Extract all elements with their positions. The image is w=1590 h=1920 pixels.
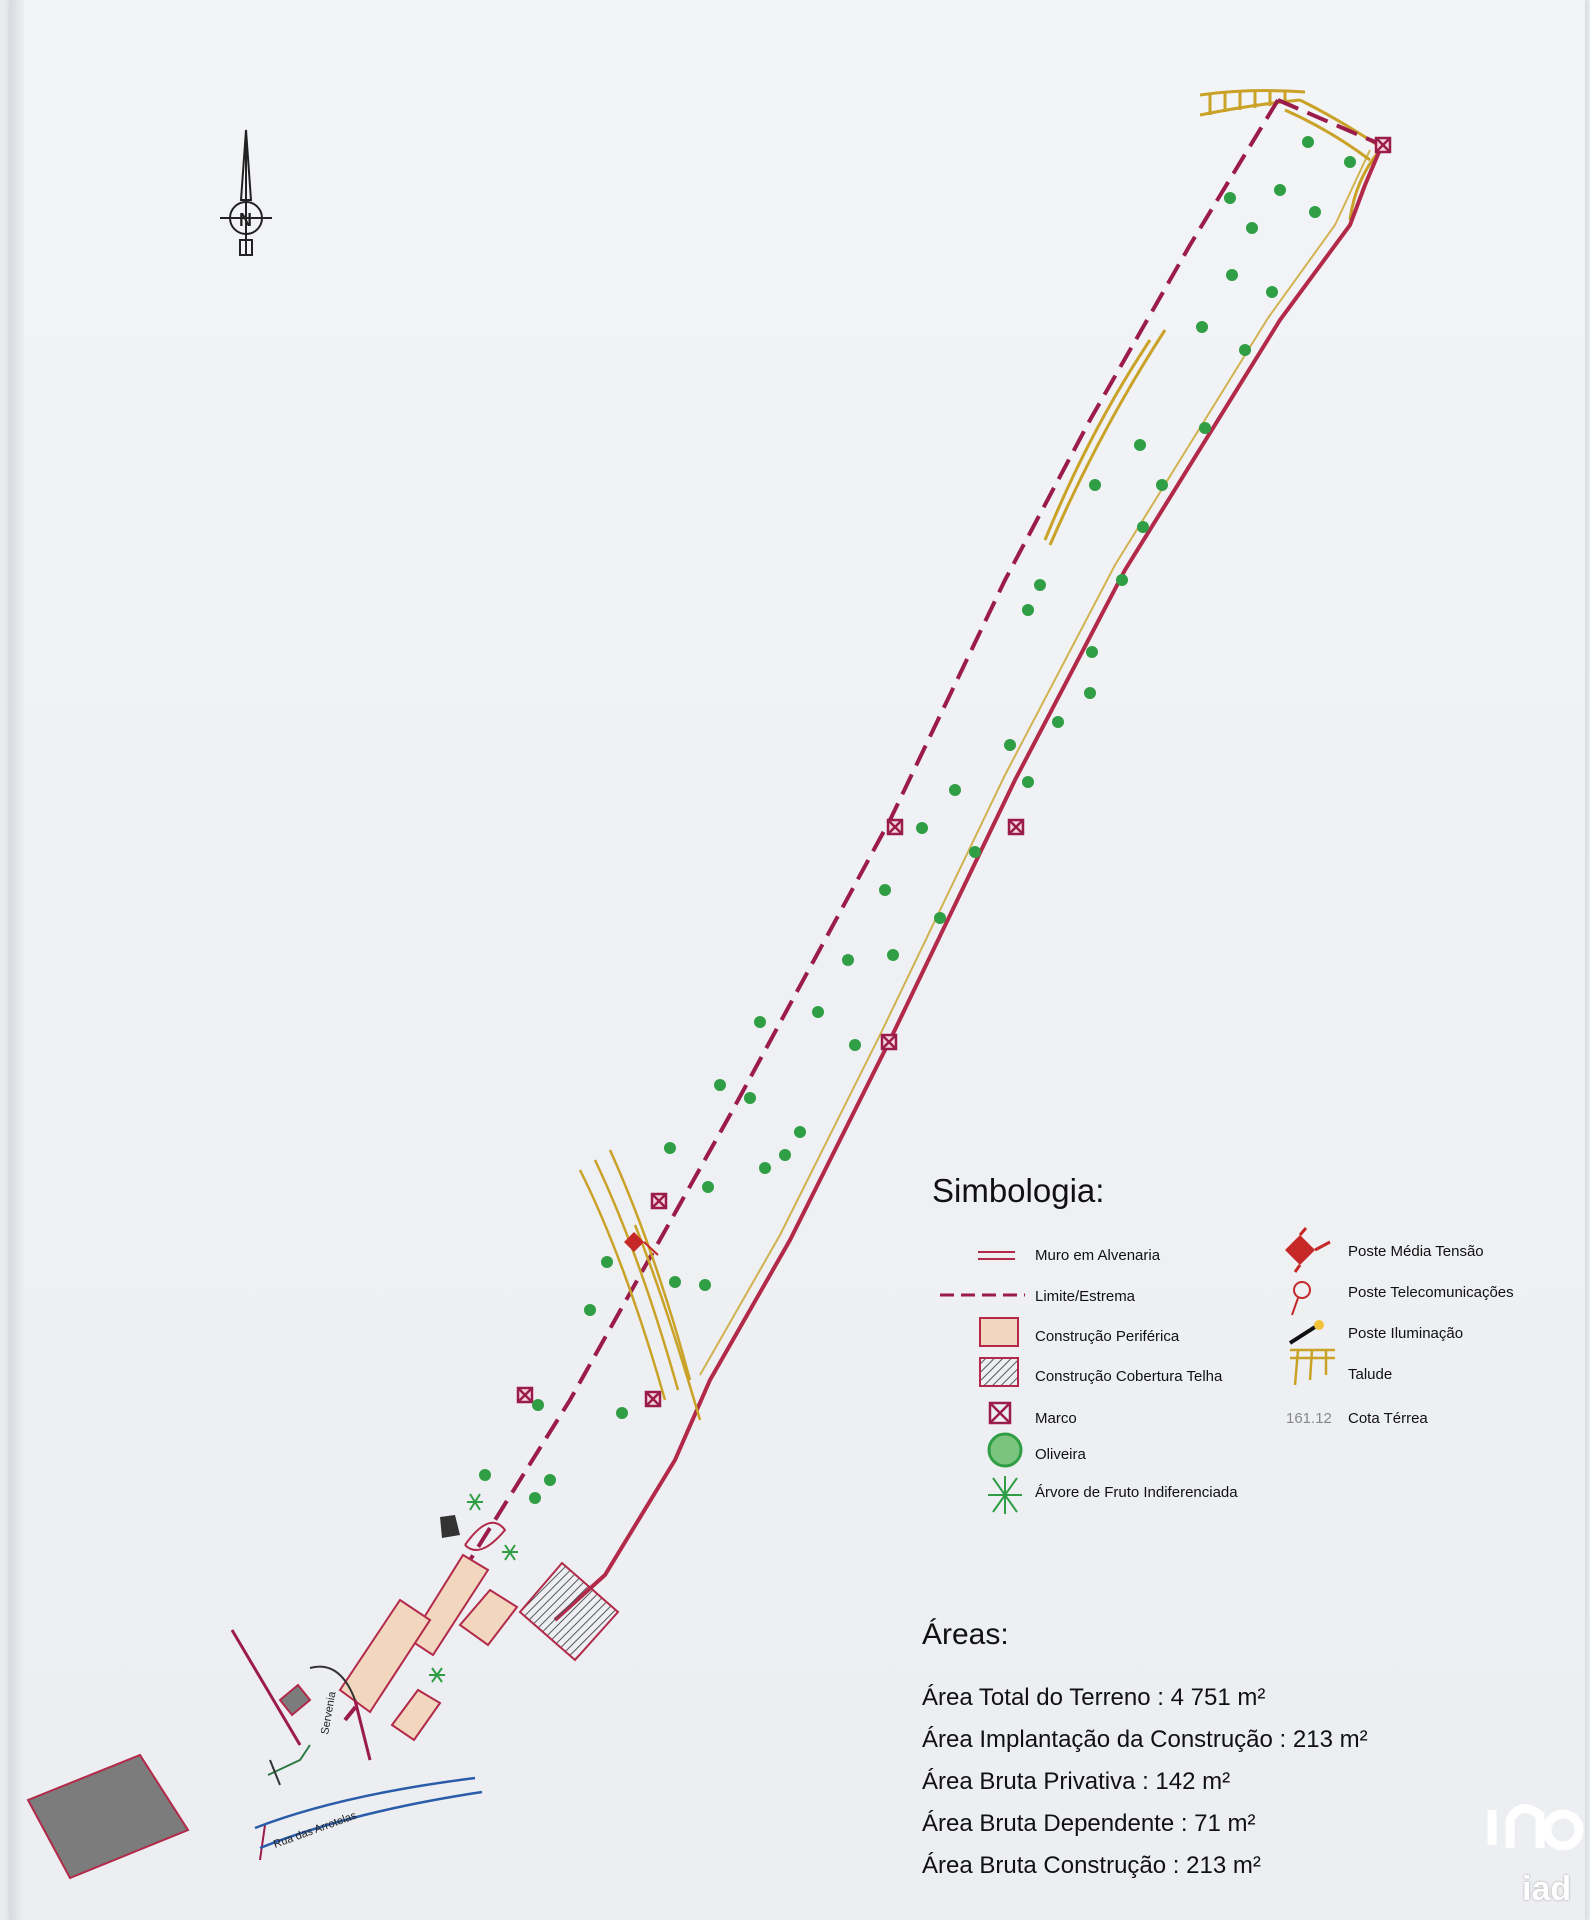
olive-tree: [1089, 479, 1101, 491]
olive-tree: [532, 1399, 544, 1411]
olive-tree: [601, 1256, 613, 1268]
olive-tree: [744, 1092, 756, 1104]
olive-tree: [664, 1142, 676, 1154]
olive-tree: [812, 1006, 824, 1018]
marco-icon: [1009, 820, 1023, 834]
olive-tree: [1344, 156, 1356, 168]
legend-telha-symbol: [980, 1358, 1018, 1386]
olive-trees: [479, 136, 1356, 1504]
olive-tree: [1309, 206, 1321, 218]
legend-poste-tel: Poste Telecomunicações: [1348, 1284, 1514, 1301]
lane-lines: [232, 1630, 370, 1860]
marco-icons: [518, 138, 1393, 1406]
lane-label: Servenia: [319, 1690, 339, 1736]
north-label: N: [239, 210, 252, 230]
olive-tree: [1266, 286, 1278, 298]
marco-icon: [652, 1194, 666, 1208]
olive-tree: [949, 784, 961, 796]
legend-arvore: Árvore de Fruto Indiferenciada: [1035, 1484, 1238, 1501]
olive-tree: [1052, 716, 1064, 728]
marco-icon: [646, 1392, 660, 1406]
legend-periferica-symbol: [980, 1318, 1018, 1346]
olive-tree: [934, 912, 946, 924]
olive-tree: [699, 1279, 711, 1291]
olive-tree: [1084, 687, 1096, 699]
olive-tree: [1022, 604, 1034, 616]
legend-poste-ilum: Poste Iluminação: [1348, 1325, 1464, 1342]
olive-tree: [1199, 422, 1211, 434]
areas-title: Áreas:: [922, 1618, 1009, 1651]
legend-muro: Muro em Alvenaria: [1035, 1247, 1161, 1264]
wall-right: [555, 145, 1382, 1620]
olive-tree: [1302, 136, 1314, 148]
olive-tree: [544, 1474, 556, 1486]
olive-tree: [779, 1149, 791, 1161]
road-label: Rua das Arrotelas: [271, 1809, 359, 1851]
olive-tree: [1137, 521, 1149, 533]
area-bruta-privativa: Área Bruta Privativa : 142 m²: [922, 1768, 1231, 1795]
olive-tree: [887, 949, 899, 961]
olive-tree: [1226, 269, 1238, 281]
legend-talude-symbol: [1290, 1350, 1335, 1385]
legend-muro-symbol: [978, 1252, 1015, 1259]
boundary-top: [1278, 100, 1382, 145]
marco-icon: [882, 1035, 896, 1049]
olive-tree: [479, 1469, 491, 1481]
fruit-tree-icon: [502, 1545, 518, 1560]
fruit-tree-icon: [467, 1494, 483, 1510]
olive-tree: [669, 1276, 681, 1288]
olive-tree: [1156, 479, 1168, 491]
olive-tree: [754, 1016, 766, 1028]
legend-cota-sample: 161.12: [1286, 1410, 1332, 1427]
iad-logo-text: iad: [1522, 1870, 1572, 1908]
talude-top: [1045, 91, 1382, 545]
olive-tree: [1034, 579, 1046, 591]
olive-tree: [1196, 321, 1208, 333]
legend-talude: Talude: [1348, 1366, 1393, 1383]
olive-tree: [1239, 344, 1251, 356]
legend-poste-mt: Poste Média Tensão: [1348, 1243, 1484, 1260]
marco-icon: [1376, 138, 1390, 152]
talude-middle: [580, 1150, 700, 1420]
legend-periferica: Construção Periférica: [1035, 1328, 1180, 1345]
marco-icon: [518, 1388, 532, 1402]
legend-arvore-symbol: [988, 1476, 1022, 1514]
area-bruta-dependente: Área Bruta Dependente : 71 m²: [922, 1810, 1256, 1837]
legend-poste-ilum-symbol: [1290, 1320, 1324, 1343]
olive-tree: [1246, 222, 1258, 234]
olive-tree: [529, 1492, 541, 1504]
legend-poste-mt-symbol: [1285, 1228, 1330, 1272]
area-total: Área Total do Terreno : 4 751 m²: [922, 1684, 1266, 1711]
olive-tree: [584, 1304, 596, 1316]
area-bruta-construcao: Área Bruta Construção : 213 m²: [922, 1852, 1261, 1879]
legend-telha: Construção Cobertura Telha: [1035, 1368, 1223, 1385]
site-plan-map: [10, 0, 1590, 1920]
legend-poste-tel-symbol: [1292, 1282, 1310, 1315]
legend-oliveira: Oliveira: [1035, 1446, 1086, 1463]
olive-tree: [702, 1181, 714, 1193]
olive-tree: [916, 822, 928, 834]
olive-tree: [1022, 776, 1034, 788]
olive-tree: [1224, 192, 1236, 204]
area-implantacao: Área Implantação da Construção : 213 m²: [922, 1726, 1368, 1753]
olive-tree: [1274, 184, 1286, 196]
iad-logo-icon: [1492, 1809, 1579, 1848]
construction-tile-roof: [340, 1515, 517, 1740]
legend-marco-symbol: [990, 1403, 1010, 1423]
legend-limite: Limite/Estrema: [1035, 1288, 1136, 1305]
olive-tree: [794, 1126, 806, 1138]
olive-tree: [849, 1039, 861, 1051]
fruit-tree-icon: [429, 1668, 445, 1682]
legend-title: Simbologia:: [932, 1172, 1105, 1209]
olive-tree: [969, 846, 981, 858]
legend-marco: Marco: [1035, 1410, 1077, 1427]
olive-tree: [1004, 739, 1016, 751]
olive-tree: [1116, 574, 1128, 586]
legend-cota: Cota Térrea: [1348, 1410, 1428, 1427]
olive-tree: [1086, 646, 1098, 658]
olive-tree: [842, 954, 854, 966]
olive-tree: [1134, 439, 1146, 451]
poste-media-tensao-icon: [624, 1232, 658, 1255]
plan-sheet: [10, 0, 1585, 1920]
legend-oliveira-symbol: [989, 1434, 1021, 1466]
marco-icon: [888, 820, 902, 834]
olive-tree: [714, 1079, 726, 1091]
olive-tree: [879, 884, 891, 896]
olive-tree: [759, 1162, 771, 1174]
olive-tree: [616, 1407, 628, 1419]
north-arrow-icon: [220, 130, 272, 255]
